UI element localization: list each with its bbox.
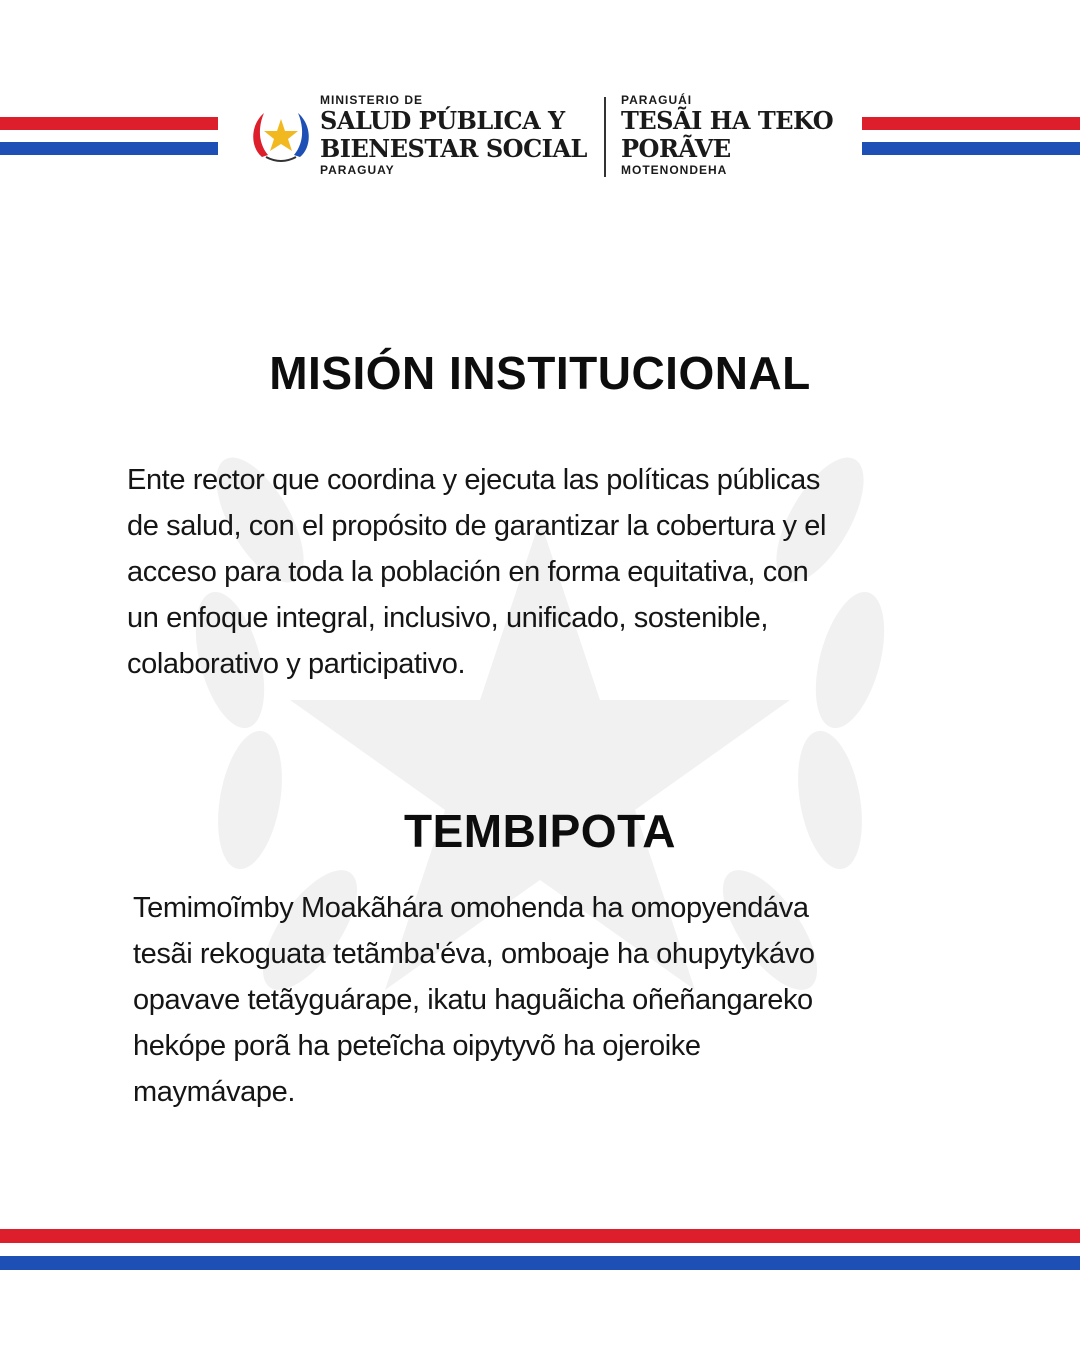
mission-line: de salud, con el propósito de garantizar la cobertura y el <box>127 510 827 542</box>
ministry-country-label: PARAGUAY <box>320 163 395 177</box>
slogan-line-1: TESÃI HA TEKO <box>621 106 834 135</box>
tembipota-title: TEMBIPOTA <box>404 805 676 857</box>
ministry-header <box>248 93 848 183</box>
tembipota-line: tesãi rekoguata tetãmba'éva, omboaje ha ohupytykávo <box>133 938 815 970</box>
flag-stripe-blue-bottom <box>0 1256 1080 1270</box>
mission-line: Ente rector que coordina y ejecuta las políticas públicas <box>127 464 820 496</box>
flag-stripe-red-top-left <box>0 117 218 130</box>
slogan-line-2: PORÃVE <box>621 134 731 163</box>
flag-stripe-red-top-right <box>862 117 1080 130</box>
flag-stripe-blue-top-right <box>862 142 1080 155</box>
ministry-line-2: BIENESTAR SOCIAL <box>320 134 587 163</box>
flag-stripe-red-bottom <box>0 1229 1080 1243</box>
national-seal-star-icon <box>248 105 314 165</box>
tembipota-paragraph <box>133 885 993 1115</box>
mission-line: acceso para toda la población en forma equitativa, con <box>127 556 809 588</box>
ministry-name <box>320 93 587 177</box>
tembipota-line: opavave tetãyguárape, ikatu haguãicha oñeñangareko <box>133 984 813 1016</box>
slogan <box>621 93 833 177</box>
tembipota-line: Temimoĩmby Moakãhára omohenda ha omopyendáva <box>133 892 809 924</box>
tembipota-line: maymávape. <box>133 1076 296 1108</box>
mission-title: MISIÓN INSTITUCIONAL <box>269 347 811 399</box>
header-divider <box>604 97 606 177</box>
mission-paragraph <box>127 457 987 687</box>
slogan-top-label: PARAGUÁI <box>621 93 693 107</box>
tembipota-line: hekópe porã ha peteĩcha oipytyvõ ha ojeroike <box>133 1030 701 1062</box>
ministry-line-1: SALUD PÚBLICA Y <box>320 106 565 135</box>
flag-stripe-blue-top-left <box>0 142 218 155</box>
mission-line: un enfoque integral, inclusivo, unificado, sostenible, <box>127 602 768 634</box>
slogan-bottom-label: MOTENONDEHA <box>621 163 728 177</box>
mission-line: colaborativo y participativo. <box>127 648 466 680</box>
ministry-top-label: MINISTERIO DE <box>320 93 424 107</box>
